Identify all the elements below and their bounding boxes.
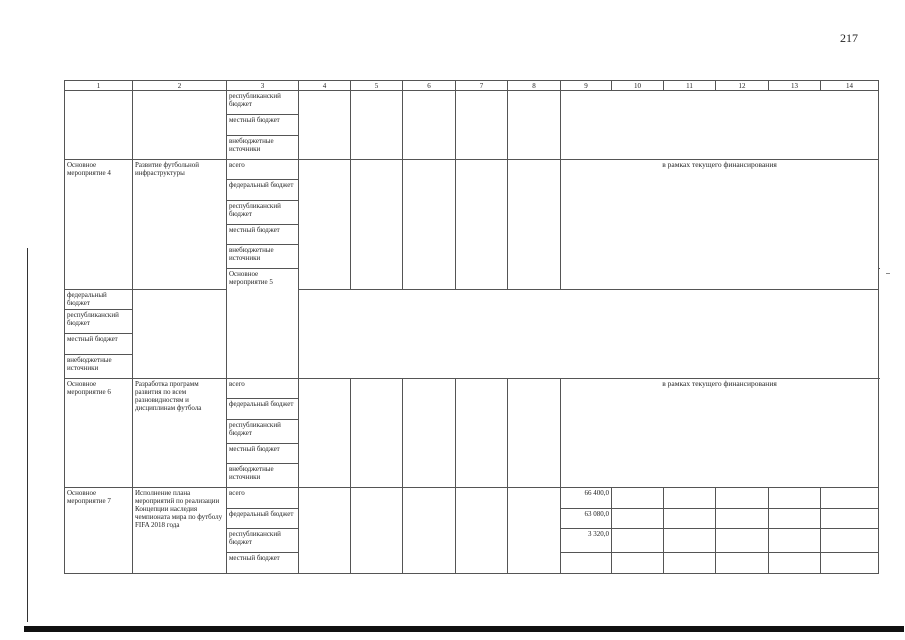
data-cell xyxy=(456,378,508,488)
table-row xyxy=(65,488,879,509)
data-cell xyxy=(612,529,664,553)
data-cell xyxy=(664,529,716,553)
source-cell: федеральный бюджет xyxy=(227,508,299,529)
data-cell xyxy=(299,91,351,159)
column-header-row xyxy=(65,81,879,91)
scan-edge-line xyxy=(27,248,28,622)
data-cell xyxy=(821,488,879,509)
source-cell: федеральный бюджет xyxy=(227,399,299,420)
data-cell xyxy=(299,488,351,574)
source-cell: местный бюджет xyxy=(227,553,299,574)
data-cell xyxy=(769,508,821,529)
data-cell xyxy=(664,553,716,574)
activity-label-cell: Основное мероприятие 4 xyxy=(65,159,133,289)
data-cell xyxy=(612,553,664,574)
source-cell: республиканский бюджет xyxy=(65,310,133,334)
scan-bottom-bar xyxy=(24,626,904,632)
source-cell: местный бюджет xyxy=(227,443,299,464)
source-cell: республиканский бюджет xyxy=(227,529,299,553)
data-cell xyxy=(561,91,879,159)
data-cell xyxy=(508,159,561,289)
data-cell xyxy=(664,488,716,509)
page-number: 217 xyxy=(840,31,858,45)
budget-table xyxy=(64,80,879,574)
source-cell: федеральный бюджет xyxy=(227,180,299,201)
column-header: 5 xyxy=(351,81,403,91)
data-cell xyxy=(769,529,821,553)
column-header: 10 xyxy=(612,81,664,91)
table-row xyxy=(65,289,879,310)
column-header: 6 xyxy=(403,81,456,91)
source-cell: местный бюджет xyxy=(65,334,133,355)
column-header: 14 xyxy=(821,81,879,91)
data-cell xyxy=(612,488,664,509)
data-cell xyxy=(351,488,403,574)
source-cell: республиканский бюджет xyxy=(227,419,299,443)
column-header: 9 xyxy=(561,81,612,91)
activity-name-cell: Разработка программ развития по всем разновидностям и дисциплинам футбола xyxy=(133,378,227,488)
column-header: 13 xyxy=(769,81,821,91)
data-cell xyxy=(821,508,879,529)
source-cell: республиканский бюджет xyxy=(227,91,299,115)
data-cell xyxy=(403,488,456,574)
column-header: 8 xyxy=(508,81,561,91)
data-cell xyxy=(351,91,403,159)
source-cell: внебюджетные источники xyxy=(227,135,299,159)
value-federal: 63 080,0 xyxy=(561,508,612,529)
column-header: 1 xyxy=(65,81,133,91)
data-cell xyxy=(351,378,403,488)
activity-label-cell: Основное мероприятие 7 xyxy=(65,488,133,574)
data-cell xyxy=(403,91,456,159)
data-cell xyxy=(456,91,508,159)
activity-label-cell: Основное мероприятие 6 xyxy=(65,378,133,488)
data-cell xyxy=(561,553,612,574)
source-cell: местный бюджет xyxy=(227,224,299,245)
activity-name-cell xyxy=(133,91,227,159)
activity-label-cell: Основное мероприятие 5 xyxy=(227,269,299,379)
column-header: 12 xyxy=(716,81,769,91)
data-cell xyxy=(769,488,821,509)
table-row xyxy=(65,334,879,355)
data-cell xyxy=(664,508,716,529)
data-cell xyxy=(716,553,769,574)
data-cell xyxy=(508,488,561,574)
data-cell xyxy=(456,488,508,574)
data-cell xyxy=(769,553,821,574)
source-cell: внебюджетные источники xyxy=(65,354,133,378)
data-cell xyxy=(716,508,769,529)
source-cell: всего xyxy=(227,159,299,180)
data-cell xyxy=(299,159,351,289)
table-row xyxy=(65,378,879,399)
financing-note: в рамках текущего финансирования xyxy=(561,378,879,488)
table-row xyxy=(65,159,879,180)
financing-note: в рамках текущего финансирования xyxy=(561,159,879,289)
column-header: 3 xyxy=(227,81,299,91)
activity-name-cell: Развитие футбольной инфраструктуры xyxy=(133,159,227,289)
column-header: 4 xyxy=(299,81,351,91)
data-cell xyxy=(351,159,403,289)
value-republic: 3 320,0 xyxy=(561,529,612,553)
data-cell xyxy=(508,91,561,159)
activity-name-cell: Исполнение плана мероприятий по реализации Концепции наследия чемпионата мира по футболу FIFA 2018 года xyxy=(133,488,227,574)
source-cell: местный бюджет xyxy=(227,115,299,136)
data-cell xyxy=(716,529,769,553)
column-header: 2 xyxy=(133,81,227,91)
data-cell xyxy=(403,159,456,289)
source-cell: республиканский бюджет xyxy=(227,200,299,224)
data-cell xyxy=(821,553,879,574)
source-cell: всего xyxy=(227,378,299,399)
scan-tick-mark xyxy=(886,273,890,274)
source-cell: всего xyxy=(227,488,299,509)
table-row xyxy=(65,310,879,334)
column-header: 7 xyxy=(456,81,508,91)
data-cell xyxy=(403,378,456,488)
data-cell xyxy=(456,159,508,289)
activity-label-cell xyxy=(65,91,133,159)
data-cell xyxy=(716,488,769,509)
table-row xyxy=(65,354,879,378)
value-total: 66 400,0 xyxy=(561,488,612,509)
source-cell: федеральный бюджет xyxy=(65,289,133,310)
table-row xyxy=(65,91,879,115)
data-cell xyxy=(821,529,879,553)
data-cell xyxy=(612,508,664,529)
source-cell: внебюджетные источники xyxy=(227,464,299,488)
source-cell: внебюджетные источники xyxy=(227,245,299,269)
data-cell xyxy=(508,378,561,488)
data-cell xyxy=(299,378,351,488)
column-header: 11 xyxy=(664,81,716,91)
